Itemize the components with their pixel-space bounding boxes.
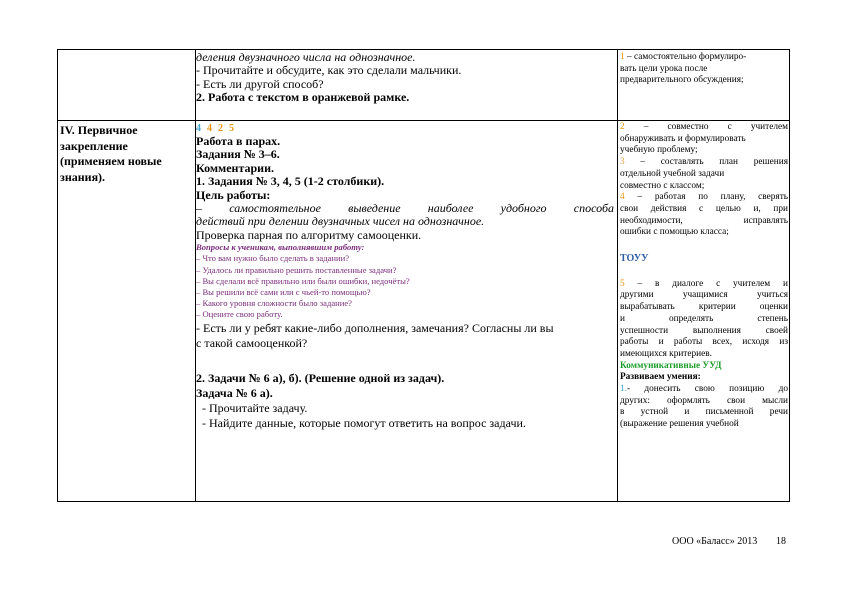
spacer (196, 351, 614, 371)
text-line: работы и работы всех, исходя из (620, 337, 788, 348)
text-line: – работая по плану, сверять (624, 192, 788, 203)
row1-activity-cell (196, 51, 614, 105)
text-line: Цель работы: (196, 187, 271, 202)
text-line: (выражение решения учебной (620, 419, 739, 430)
item-number: 2 (620, 122, 625, 132)
question-line: – Оцените свою работу. (196, 309, 283, 320)
question-line: – Вы сделали всё правильно или были ошибки, недочёты? (196, 275, 410, 286)
questions-header: Вопросы к ученикам, выполнявшим работу: (196, 242, 365, 253)
uud-number: 4 (196, 123, 201, 134)
text-line: с такой самооценкой? (196, 335, 308, 350)
text-line: вырабатывать критерии оценки (620, 302, 788, 313)
text-line: Задания № 3–6. (196, 147, 280, 162)
row1-uud-cell (620, 52, 788, 87)
item-number: 5 (620, 278, 625, 289)
text-line: Задача № 6 а). (196, 385, 273, 400)
text-line: совместно с классом; (620, 180, 705, 191)
text-line: и определять степень (620, 313, 788, 324)
text-line: Комментарии. (196, 160, 275, 175)
text-line: - Найдите данные, которые помогут ответить на вопрос задачи. (202, 415, 526, 430)
text-line: обнаруживать и формулировать (620, 133, 746, 144)
footer-company: ООО «Баласс» 2013 (672, 536, 758, 547)
text-line: 2. Задачи № 6 а), б). (Решение одной из задач). (196, 370, 445, 385)
column-divider (617, 50, 618, 501)
uud-number: 5 (229, 123, 234, 134)
uud-number: 2 (218, 123, 223, 134)
text-line: в устной и письменной речи (620, 407, 788, 418)
text-line: действий при делении двузначных чисел на однозначное. (196, 214, 485, 229)
toyy-label: ТОУУ (620, 253, 649, 265)
text-line: необходимости, исправлять (620, 215, 788, 226)
question-line: – Удалось ли правильно решить поставленные задачи? (196, 264, 397, 275)
text-line: отдельной учебной задачи (620, 168, 725, 179)
text-line: – составлять план решения (624, 157, 788, 168)
text-line: - Есть ли у ребят какие-либо дополнения, замечания? Согласны ли вы (196, 320, 554, 335)
row-divider (58, 120, 789, 121)
stage-cell (60, 123, 193, 185)
text-line: 2. Работа с текстом в оранжевой рамке. (196, 90, 410, 105)
text-line: - Есть ли другой способ? (196, 76, 324, 91)
stage-title: знания). (60, 169, 106, 184)
uud-cell (620, 122, 788, 431)
text-line: свои действия с целью и, при (620, 203, 788, 214)
section-header: Коммуникативные УУД (620, 360, 722, 371)
text-line: других: оформлять свои мысли (620, 395, 788, 406)
text-line: Проверка парная по алгоритму самооценки. (196, 227, 422, 242)
text-line: успешности выполнения своей (620, 325, 788, 336)
text-line: - донесить свою позицию до (626, 384, 788, 395)
stage-title: (применяем новые (60, 154, 162, 169)
stage-title: закрепление (60, 138, 128, 153)
question-line: – Вы решили всё сами или с чьей-то помощью? (196, 287, 371, 298)
spacer (620, 239, 788, 253)
text-line: – самостоятельное выведение наиболее удобного способа (196, 201, 614, 216)
page-number: 18 (776, 536, 786, 547)
text-line: 1. Задания № 3, 4, 5 (1-2 столбики). (196, 174, 385, 189)
activity-cell (196, 122, 614, 431)
text-line: вать цели урока после (620, 63, 708, 74)
stage-title: IV. Первичное (60, 123, 138, 137)
uud-number: 4 (207, 123, 212, 134)
text-line: имеющихся критериев. (620, 348, 712, 359)
text-line: другими учащимися учиться (620, 290, 788, 301)
item-number: 1 (620, 52, 625, 62)
text-line: предварительного обсуждения; (620, 75, 744, 86)
item-number: 1. (620, 384, 627, 395)
text-line: учебную проблему; (620, 145, 698, 156)
text-line: ошибки с помощью класса; (620, 227, 729, 238)
text-line: деления двузначного числа на однозначное. (196, 51, 416, 64)
text-line: – в диалоге с учителем и (624, 278, 788, 289)
text-line: Развиваем умения: (620, 372, 701, 383)
question-line: – Какого уровня сложности было задание? (196, 298, 352, 309)
item-number: 3 (620, 157, 625, 168)
question-line: – Что вам нужно было сделать в задании? (196, 253, 350, 264)
item-number: 4 (620, 192, 625, 203)
lesson-table (57, 49, 790, 502)
text-line: - Прочитайте и обсудите, как это сделали мальчики. (196, 63, 462, 78)
text-line: – совместно с учителем (624, 122, 788, 132)
spacer (620, 265, 788, 279)
text-line: Работа в парах. (196, 134, 281, 148)
text-line: – самостоятельно формулиро- (624, 52, 747, 62)
text-line: - Прочитайте задачу. (202, 400, 308, 415)
